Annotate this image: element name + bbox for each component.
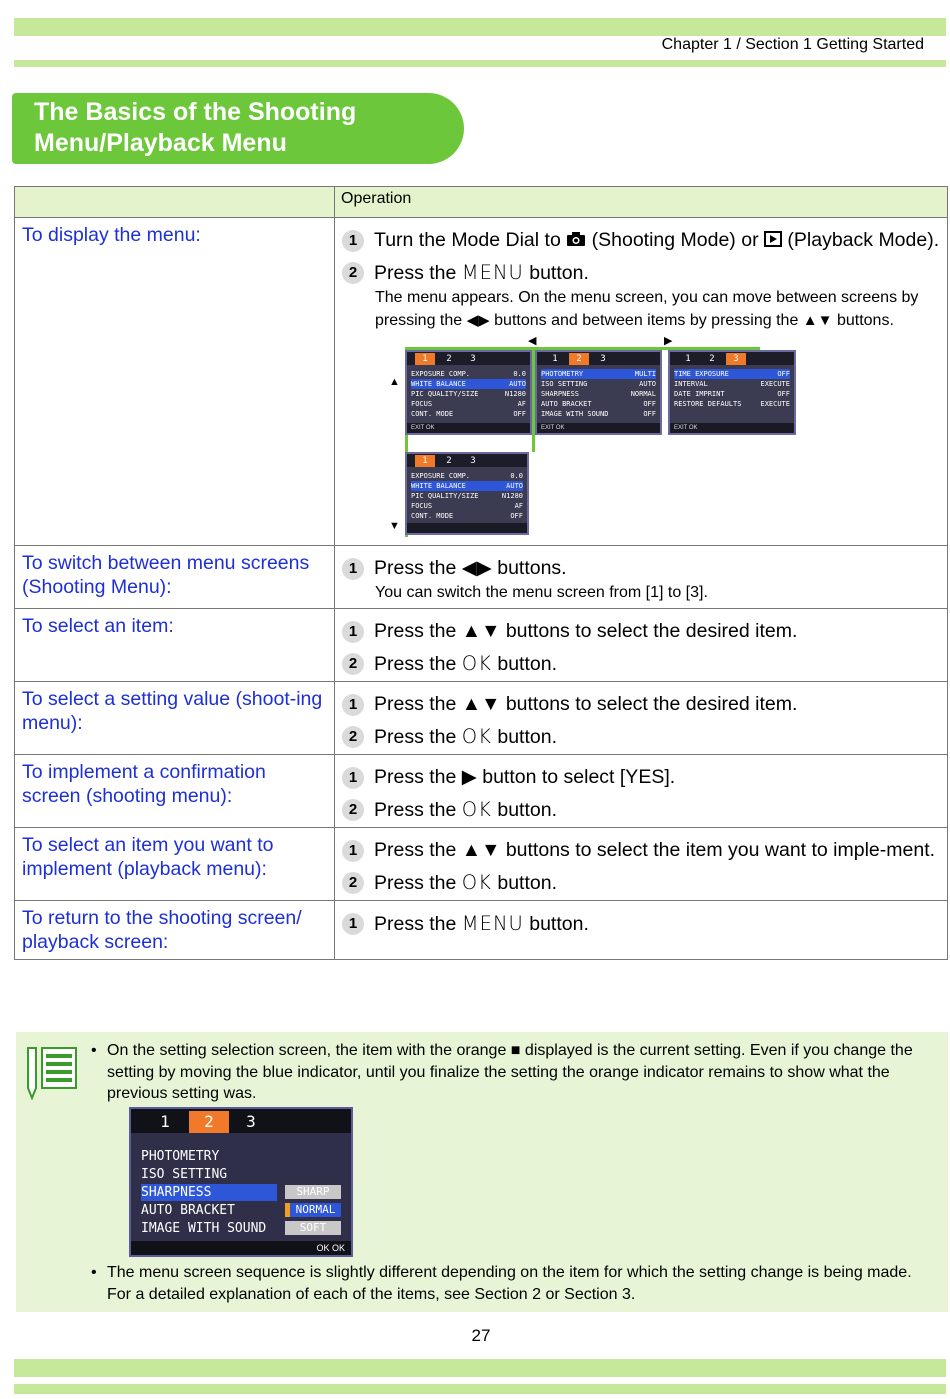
screen-row-value: MULTI — [634, 370, 656, 378]
screen-row-label: PIC QUALITY/SIZE — [411, 390, 479, 398]
screen-row-selected: SHARPNESS — [141, 1184, 277, 1201]
note-text-c: buttons. — [836, 312, 894, 329]
screen-row: ISO SETTING — [141, 1167, 228, 1182]
step-number: 1 — [342, 767, 364, 789]
step-text-pre: Press the — [374, 620, 457, 642]
header-band-bottom — [14, 60, 946, 67]
row-operation — [335, 682, 948, 755]
screen-tabs — [670, 352, 794, 365]
screen-row-value: OFF — [777, 390, 790, 398]
screen-row-label: FOCUS — [411, 502, 433, 510]
screen-row-label: PIC QUALITY/SIZE — [411, 492, 479, 500]
menu-screens-diagram — [342, 334, 941, 541]
step-text-post: buttons to select the item you want to imple-ment. — [505, 839, 936, 861]
screen-footer: OK OK — [131, 1241, 351, 1255]
row-label: To select an item you want to implement (playback menu): — [15, 828, 335, 901]
note-bullet-1-text-b: displayed is the current setting. Even if you change the setting by moving the blue indicator, until you finalize the setting the orange indicator remains to show what the previous setting was. — [107, 1042, 913, 1102]
chapter-header: Chapter 1 / Section 1 Getting Started — [661, 36, 924, 53]
step-text — [374, 556, 567, 581]
step — [342, 870, 941, 896]
ok-key-label: OK — [461, 871, 492, 894]
value-option-current: NORMAL — [285, 1203, 341, 1217]
note-bullet-1-text-a: On the setting selection screen, the item with the orange — [107, 1042, 507, 1059]
screen-row-value: OFF — [513, 410, 526, 418]
screen-tab: 3 — [470, 354, 476, 364]
screen-tab-active: 1 — [415, 455, 435, 467]
step — [342, 692, 941, 717]
screen-row — [674, 379, 790, 389]
screen-row — [541, 409, 656, 419]
menu-screen-3 — [668, 350, 796, 435]
screen-row-label: TIME EXPOSURE — [674, 370, 729, 378]
row-operation — [335, 218, 948, 546]
ok-key-label: OK — [461, 798, 492, 821]
table-row — [15, 609, 948, 682]
screen-row — [411, 389, 526, 399]
step — [342, 556, 941, 581]
step-text — [374, 260, 589, 286]
screen-row-value: NORMAL — [630, 390, 656, 398]
step-text — [374, 838, 935, 863]
step-text-post: button. — [497, 799, 557, 821]
step — [342, 228, 941, 253]
screen-row-selected — [674, 369, 790, 379]
screen-tab-active: 2 — [189, 1111, 229, 1133]
step-text-post: button. — [529, 262, 589, 284]
screen-tab: 1 — [552, 354, 558, 364]
menu-screen-1 — [405, 350, 532, 435]
menu-screen-1-scrolled — [405, 452, 529, 535]
step-number: 2 — [342, 872, 364, 894]
memo-icon — [26, 1044, 78, 1100]
step-text-post: button. — [497, 653, 557, 675]
step-text — [374, 692, 797, 717]
step — [342, 797, 941, 823]
screen-tab: 3 — [470, 456, 476, 466]
screen-tab: 2 — [446, 354, 452, 364]
direction-arrows-icon: ▲▼ — [461, 693, 501, 715]
screen-row — [674, 399, 790, 409]
step-note — [375, 286, 941, 332]
screen-tab: 1 — [685, 354, 691, 364]
step-number: 2 — [342, 262, 364, 284]
screen-row-label: RESTORE DEFAULTS — [674, 400, 742, 408]
footer-band-top — [14, 1359, 946, 1377]
screen-row: IMAGE WITH SOUND — [141, 1221, 267, 1236]
screen-tab: 2 — [709, 354, 715, 364]
step-number: 1 — [342, 840, 364, 862]
step-text — [374, 228, 939, 253]
screen-row: AUTO BRACKET — [141, 1203, 235, 1218]
header-band-top — [14, 18, 946, 36]
orange-square-icon: ■ — [510, 1042, 521, 1059]
step-number: 2 — [342, 726, 364, 748]
step-note: You can switch the menu screen from [1] to [3]. — [375, 584, 708, 601]
screen-row-selected — [541, 369, 656, 379]
screen-row-label: ISO SETTING — [541, 380, 588, 388]
direction-arrows-icon: ▶ — [461, 766, 477, 788]
screen-footer — [407, 523, 527, 533]
screen-row-label: FOCUS — [411, 400, 433, 408]
arrow-up-icon: ▲ — [389, 376, 400, 388]
screen-row — [411, 491, 523, 501]
step-number: 1 — [342, 694, 364, 716]
screen-row-value: EXECUTE — [760, 380, 790, 388]
step-number: 2 — [342, 653, 364, 675]
step — [342, 260, 941, 286]
row-label: To return to the shooting screen/ playback screen: — [15, 901, 335, 960]
step-text — [374, 724, 557, 750]
screen-tab-active: 1 — [415, 353, 435, 365]
row-operation — [335, 901, 948, 960]
camera-icon — [566, 231, 586, 247]
step — [342, 911, 941, 937]
step-text-pre: Press the — [374, 653, 457, 675]
table-header-operation: Operation — [335, 187, 948, 218]
step-text-post: (Playback Mode). — [787, 229, 940, 251]
table-row — [15, 828, 948, 901]
screen-row-value: AUTO — [639, 380, 656, 388]
screen-row-label: IMAGE WITH SOUND — [541, 410, 609, 418]
step-number: 2 — [342, 799, 364, 821]
screen-row-label: WHITE BALANCE — [411, 482, 466, 490]
ok-key-label: OK — [461, 725, 492, 748]
screen-tabs — [407, 454, 527, 467]
row-operation — [335, 828, 948, 901]
step-text-mid: (Shooting Mode) or — [591, 229, 759, 251]
step-text-post: buttons to select the desired item. — [505, 620, 798, 642]
playback-icon — [764, 231, 782, 247]
screen-row — [411, 409, 526, 419]
table-row — [15, 546, 948, 609]
step-text-pre: Press the — [374, 913, 457, 935]
screen-row-value: 0.0 — [510, 472, 523, 480]
screen-row-value: OFF — [643, 410, 656, 418]
table-row — [15, 218, 948, 546]
screen-row-value: N1280 — [504, 390, 526, 398]
menu-screen-2 — [535, 350, 662, 435]
screen-row — [541, 389, 656, 399]
screen-row-selected — [411, 379, 526, 389]
screen-tab: 3 — [600, 354, 606, 364]
row-operation — [335, 609, 948, 682]
step-text-post: button. — [497, 872, 557, 894]
screen-row — [541, 379, 656, 389]
screen-row-value: EXECUTE — [760, 400, 790, 408]
screen-row-value: N1280 — [501, 492, 523, 500]
step-text-post: buttons to select the desired item. — [505, 693, 798, 715]
table-row — [15, 682, 948, 755]
screen-row-label: EXPOSURE COMP. — [411, 370, 471, 378]
screen-row — [411, 399, 526, 409]
row-label: To select an item: — [15, 609, 335, 682]
title-banner — [12, 93, 464, 164]
screen-tab: 3 — [246, 1112, 256, 1131]
step-text-pre: Press the — [374, 693, 457, 715]
step-number: 1 — [342, 230, 364, 252]
step-number: 1 — [342, 913, 364, 935]
table-row — [15, 755, 948, 828]
step-text — [374, 911, 589, 937]
setting-selection-screen — [129, 1107, 353, 1257]
step-text — [374, 619, 797, 644]
note-text-a: The menu appears. On the menu screen, you can move between screens by pressing the — [375, 289, 919, 329]
screen-tab: 1 — [160, 1112, 170, 1131]
step — [342, 765, 941, 790]
note-bullet-1 — [91, 1040, 939, 1105]
arrow-down-icon: ▼ — [389, 520, 400, 532]
up-down-arrows-icon: ▲▼ — [802, 312, 833, 329]
screen-row-label: EXPOSURE COMP. — [411, 472, 471, 480]
menu-key-label: MENU — [461, 261, 524, 284]
row-label: To implement a confirmation screen (shooting menu): — [15, 755, 335, 828]
screen-row-label: DATE IMPRINT — [674, 390, 725, 398]
screen-footer: EXIT OK — [670, 423, 794, 433]
step-text — [374, 797, 557, 823]
table-header-empty — [15, 187, 335, 218]
left-right-arrows-icon: ◀▶ — [461, 557, 492, 579]
arrow-right-icon: ▶ — [664, 335, 673, 347]
screen-row-label: WHITE BALANCE — [411, 380, 466, 388]
note-text-b: buttons and between items by pressing the — [494, 312, 799, 329]
arrow-left-icon: ◀ — [528, 335, 537, 347]
screen-row-value: 0.0 — [513, 370, 526, 378]
direction-arrows-icon: ▲▼ — [461, 839, 501, 861]
step-text-pre: Press the — [374, 839, 457, 861]
step-text-pre: Turn the Mode Dial to — [374, 229, 561, 251]
table-row — [15, 901, 948, 960]
screen-row-value: OFF — [777, 370, 790, 378]
screen-tab-active: 3 — [726, 353, 746, 365]
row-operation — [335, 546, 948, 609]
note-bullet-2: • The menu screen sequence is slightly different depending on the item for which the setting change is being made. For a detailed explanation of each of the items, see Section 2 or Section 3. — [91, 1262, 939, 1305]
step-number: 1 — [342, 558, 364, 580]
screen-row-value: AF — [517, 400, 526, 408]
screen-tab-active: 2 — [569, 353, 589, 365]
screen-row — [411, 501, 523, 511]
operations-table — [14, 186, 948, 960]
step-text-pre: Press the — [374, 726, 457, 748]
row-label: To switch between menu screens (Shooting Menu): — [15, 546, 335, 609]
screen-row — [674, 389, 790, 399]
screen-row-value: OFF — [510, 512, 523, 520]
screen-row-label: INTERVAL — [674, 380, 708, 388]
step-text-post: buttons. — [497, 557, 567, 579]
page-number: 27 — [471, 1326, 491, 1345]
step-text-pre: Press the — [374, 872, 457, 894]
screen-row-label: AUTO BRACKET — [541, 400, 592, 408]
step — [342, 724, 941, 750]
screen-tabs — [131, 1109, 351, 1133]
screen-row-value: AUTO — [509, 380, 526, 388]
direction-arrows-icon: ▲▼ — [461, 620, 501, 642]
screen-row-value: AUTO — [506, 482, 523, 490]
step-text-pre: Press the — [374, 557, 457, 579]
menu-key-label: MENU — [461, 912, 524, 935]
screen-row-label: SHARPNESS — [541, 390, 579, 398]
page-title: The Basics of the Shooting Menu/Playback Menu — [34, 98, 357, 157]
screen-row-label: PHOTOMETRY — [541, 370, 584, 378]
step-number: 1 — [342, 621, 364, 643]
footer-band-bottom — [14, 1384, 946, 1394]
screen-row-label: CONT. MODE — [411, 512, 454, 520]
step-text-pre: Press the — [374, 766, 457, 788]
value-option: SOFT — [285, 1221, 341, 1235]
screen-row-selected — [411, 481, 523, 491]
note-box — [16, 1032, 948, 1312]
step-text — [374, 651, 557, 677]
left-right-arrows-icon: ◀▶ — [466, 312, 490, 329]
step-text-post: button. — [529, 913, 589, 935]
screen-row — [541, 399, 656, 409]
screen-tabs — [407, 352, 530, 365]
step — [342, 838, 941, 863]
step-text-pre: Press the — [374, 262, 457, 284]
step-text-post: button. — [497, 726, 557, 748]
screen-row: PHOTOMETRY — [141, 1149, 220, 1164]
table-header-row — [15, 187, 948, 218]
screen-row — [411, 511, 523, 521]
screen-row-value: AF — [514, 502, 523, 510]
screen-row-label: CONT. MODE — [411, 410, 454, 418]
row-label: To select a setting value (shoot-ing menu): — [15, 682, 335, 755]
value-option: SHARP — [285, 1185, 341, 1199]
step — [342, 619, 941, 644]
ok-key-label: OK — [461, 652, 492, 675]
step-text-pre: Press the — [374, 799, 457, 821]
screen-tabs — [537, 352, 660, 365]
row-label: To display the menu: — [15, 218, 335, 546]
step-text — [374, 765, 675, 790]
step — [342, 651, 941, 677]
step-text-post: button to select [YES]. — [482, 766, 676, 788]
screen-row — [411, 369, 526, 379]
screen-footer: EXIT OK — [407, 423, 530, 433]
screen-row-value: OFF — [643, 400, 656, 408]
row-operation — [335, 755, 948, 828]
screen-footer: EXIT OK — [537, 423, 660, 433]
step-text — [374, 870, 557, 896]
screen-row — [411, 471, 523, 481]
screen-tab: 2 — [446, 456, 452, 466]
